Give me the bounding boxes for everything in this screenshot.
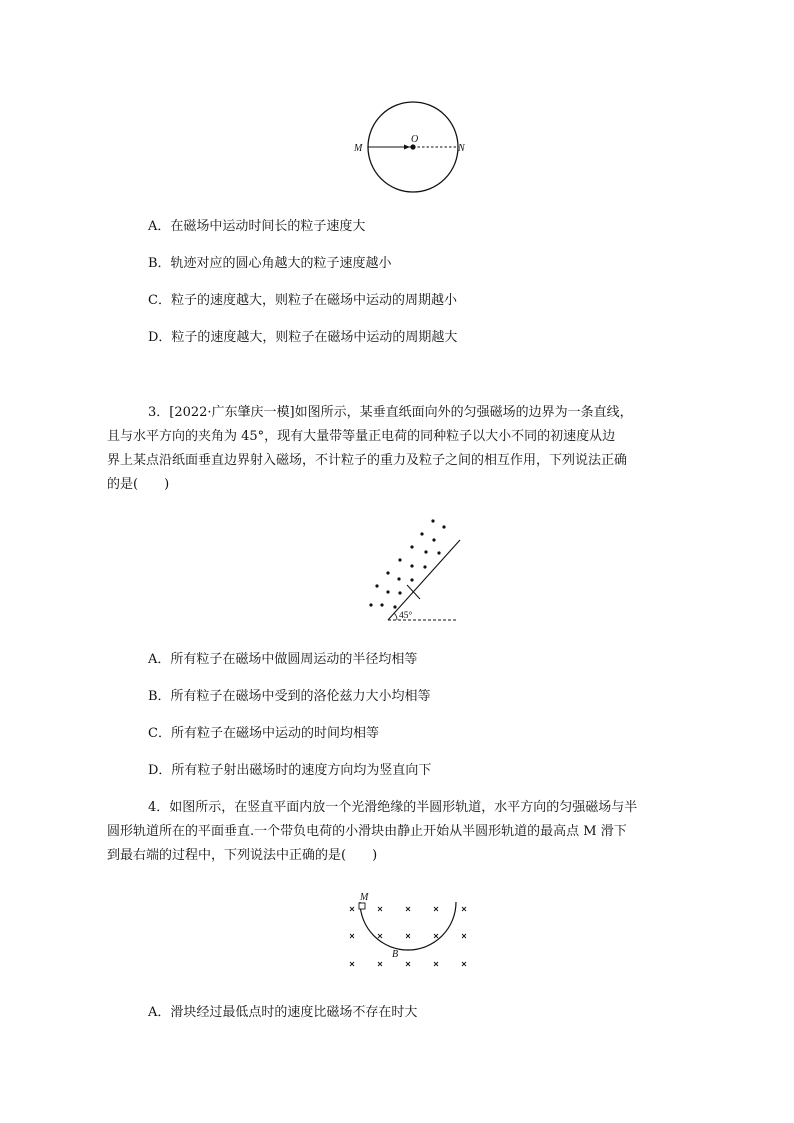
center-point (410, 144, 415, 149)
field-dot (437, 551, 440, 554)
field-dot (386, 590, 389, 593)
field-dot (423, 565, 426, 568)
field-cross (434, 934, 438, 938)
q3-option-c: C．所有粒子在磁场中运动的时间均相等 (148, 726, 379, 741)
field-dot (375, 584, 378, 587)
field-crosses (350, 907, 466, 966)
label-m: M (354, 143, 363, 154)
q3-stem-line-1: 3．[2022·广东肇庆一模]如图所示，某垂直纸面向外的匀强磁场的边界为一条直线， (148, 405, 633, 420)
diagonal-boundary-figure (355, 510, 465, 625)
field-dot (380, 603, 383, 606)
field-dot (442, 525, 445, 528)
angle-label: 45° (399, 611, 413, 621)
q3-option-b: B．所有粒子在磁场中受到的洛伦兹力大小均相等 (148, 689, 431, 704)
q2-option-d: D．粒子的速度越大，则粒子在磁场中运动的周期越大 (148, 330, 458, 345)
field-dot (424, 550, 427, 553)
q2-option-a: A．在磁场中运动时间长的粒子速度大 (148, 219, 366, 234)
field-dots (369, 519, 445, 608)
q4-option-a: A．滑块经过最低点时的速度比磁场不存在时大 (148, 1005, 418, 1020)
q3-stem-line-4: 的是( ) (107, 477, 170, 492)
label-n: N (458, 143, 465, 154)
q2-option-b: B．轨迹对应的圆心角越大的粒子速度越小 (148, 256, 392, 271)
label-o: O (411, 134, 419, 145)
label-b: B (392, 949, 399, 960)
q4-stem-line-2: 圆形轨道所在的平面垂直.一个带负电荷的小滑块由静止开始从半圆形轨道的最高点 M 滑下 (107, 824, 627, 839)
field-cross (406, 934, 410, 938)
field-dot (393, 605, 396, 608)
field-dot (410, 578, 413, 581)
field-dot (386, 571, 389, 574)
q4-stem-line-1: 4．如图所示，在竖直平面内放一个光滑绝缘的半圆形轨道，水平方向的匀强磁场与半 (148, 800, 638, 815)
field-cross (378, 907, 382, 911)
field-dot (397, 577, 400, 580)
label-m: M (360, 892, 369, 903)
field-dot (369, 603, 372, 606)
angle-arc (395, 614, 398, 621)
field-cross (406, 962, 410, 966)
field-cross (378, 962, 382, 966)
circle-field-figure (340, 100, 480, 195)
semicircle-track-figure (340, 890, 480, 975)
q3-option-a: A．所有粒子在磁场中做圆周运动的半径均相等 (148, 652, 418, 667)
field-dot (432, 538, 435, 541)
field-dot (431, 519, 434, 522)
q3-stem-line-3: 界上某点沿纸面垂直边界射入磁场，不计粒子的重力及粒子之间的相互作用，下列说法正确 (107, 453, 628, 468)
q2-option-c: C．粒子的速度越大，则粒子在磁场中运动的周期越小 (148, 293, 457, 308)
q4-stem-line-3: 到最右端的过程中，下列说法中正确的是( ) (107, 848, 378, 863)
field-dot (398, 591, 401, 594)
field-cross (350, 962, 354, 966)
field-dot (398, 558, 401, 561)
field-cross (462, 962, 466, 966)
field-cross (350, 907, 354, 911)
field-cross (350, 934, 354, 938)
q3-option-d: D．所有粒子射出磁场时的速度方向均为竖直向下 (148, 763, 432, 778)
field-cross (434, 962, 438, 966)
field-dot (420, 532, 423, 535)
field-dot (410, 545, 413, 548)
q3-stem-line-2: 且与水平方向的夹角为 45°，现有大量带等量正电荷的同种粒子以大小不同的初速度从边 (107, 429, 616, 444)
field-cross (462, 934, 466, 938)
field-dot (410, 564, 413, 567)
field-cross (406, 907, 410, 911)
field-cross (378, 934, 382, 938)
velocity-arrow-icon (404, 145, 410, 150)
field-cross (462, 907, 466, 911)
field-cross (434, 907, 438, 911)
slider-block (359, 903, 365, 909)
